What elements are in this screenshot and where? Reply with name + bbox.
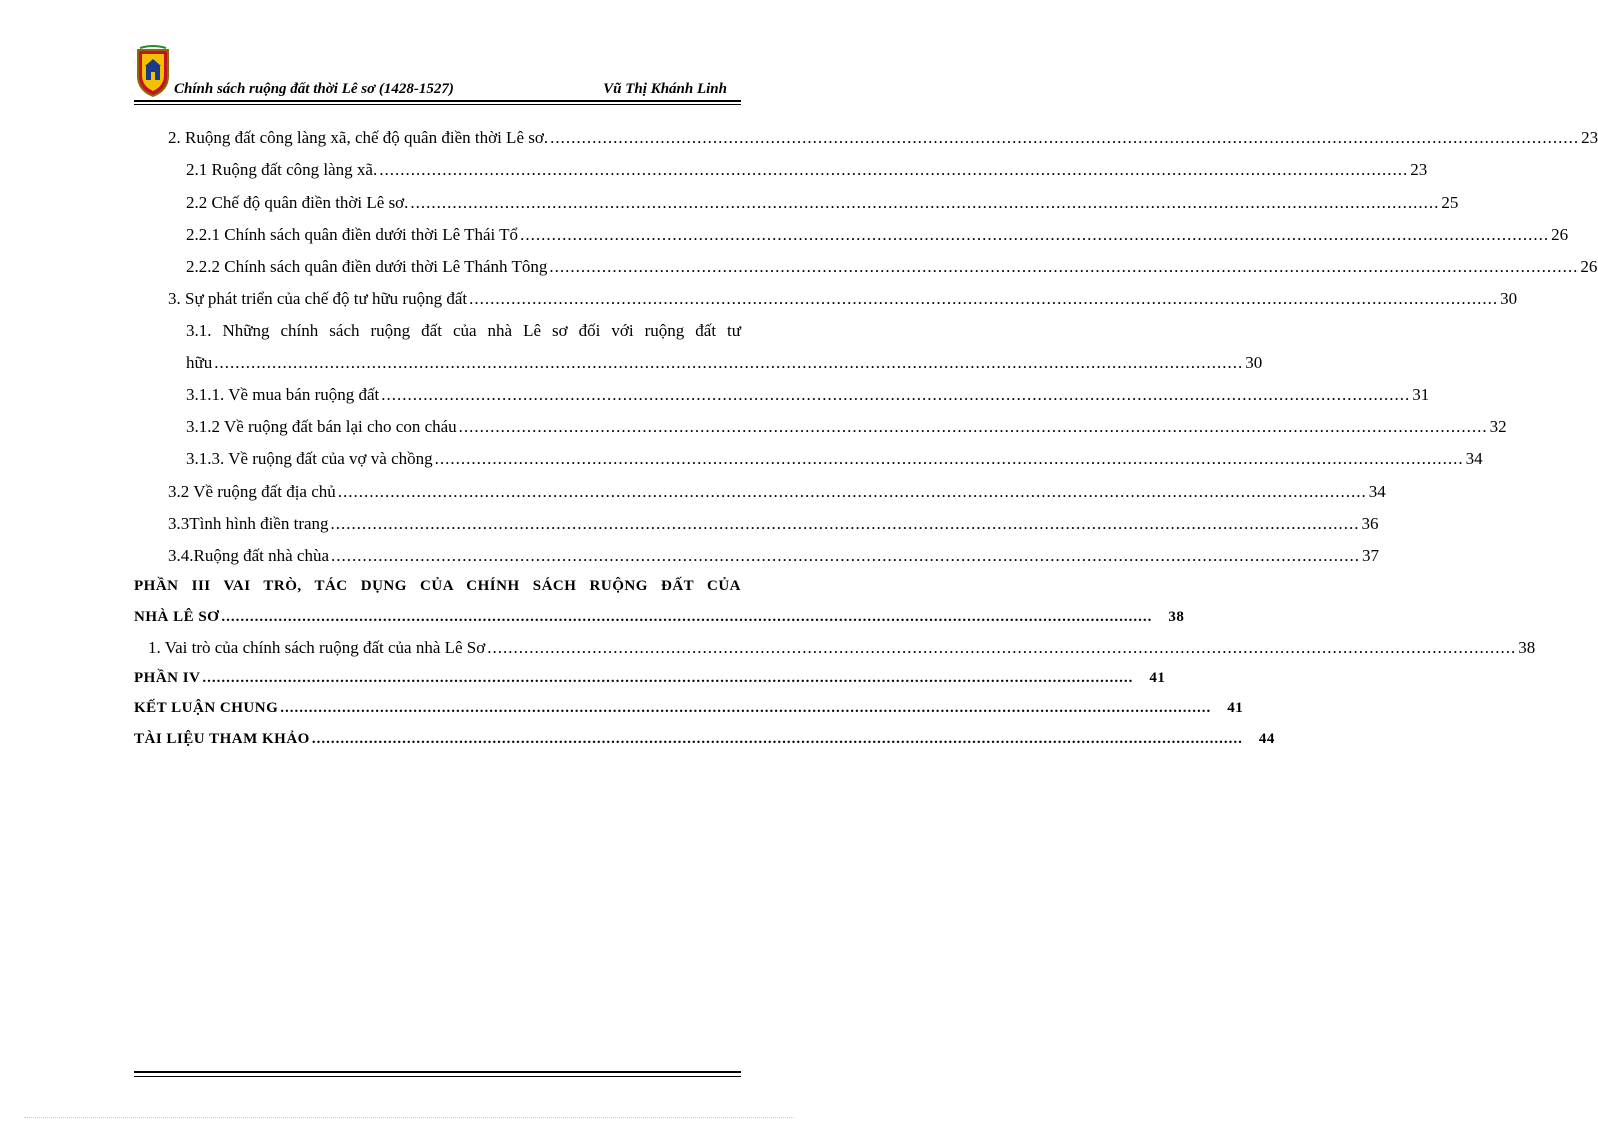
university-logo-icon — [134, 46, 172, 98]
toc-entry[interactable]: KẾT LUẬN CHUNG .................................................................................................................................................................................................... 41 — [134, 700, 1244, 716]
toc-entry[interactable]: 3.1.1. Về mua bán ruộng đất .................................................................................................................................................................................................... 31 — [186, 385, 1430, 404]
toc-entry[interactable]: 3.1.2 Về ruộng đất bán lại cho con cháu .................................................................................................................................................................................................... 32 — [186, 417, 1507, 436]
toc-entry[interactable]: 3.3Tình hình điền trang .................................................................................................................................................................................................... 36 — [168, 514, 1379, 533]
footer-divider — [134, 1071, 741, 1073]
toc-entry[interactable]: PHẦN IV .................................................................................................................................................................................................... 41 — [134, 670, 1166, 686]
header-author: Vũ Thị Khánh Linh — [603, 81, 727, 97]
header-title: Chính sách ruộng đất thời Lê sơ (1428-1527) — [174, 81, 454, 97]
toc-entry[interactable]: 1. Vai trò của chính sách ruộng đất của nhà Lê Sơ .................................................................................................................................................................................................... 38 — [148, 638, 1536, 657]
footer-divider-thin — [134, 1076, 741, 1077]
toc-entry-line1[interactable]: 3.1. Những chính sách ruộng đất của nhà Lê sơ đối với ruộng đất tư — [186, 321, 741, 340]
page-header — [134, 40, 741, 104]
toc-entry[interactable]: 2.2 Chế độ quân điền thời Lê sơ. .................................................................................................................................................................................................... 25 — [186, 193, 1459, 212]
toc-entry[interactable]: NHÀ LÊ SƠ .................................................................................................................................................................................................... 38 — [134, 609, 1185, 625]
toc-entry[interactable]: 2.2.2 Chính sách quân điền dưới thời Lê Thánh Tông .................................................................................................................................................................................................... 26 — [186, 257, 1598, 276]
header-divider-thin — [134, 104, 741, 105]
toc-entry[interactable]: 2.2.1 Chính sách quân điền dưới thời Lê Thái Tổ .................................................................................................................................................................................................... 26 — [186, 225, 1569, 244]
toc-entry-line1[interactable]: PHẦN III VAI TRÒ, TÁC DỤNG CỦA CHÍNH SÁCH RUỘNG ĐẤT CỦA — [134, 578, 741, 594]
toc-entry[interactable]: hữu .................................................................................................................................................................................................... 30 — [186, 353, 1263, 372]
toc-entry[interactable]: 2.1 Ruộng đất công làng xã. .................................................................................................................................................................................................... 23 — [186, 160, 1428, 179]
toc-entry[interactable]: 3. Sự phát triển của chế độ tư hữu ruộng đất .................................................................................................................................................................................................... 30 — [168, 289, 1518, 308]
toc-entry[interactable]: 3.4.Ruộng đất nhà chùa .................................................................................................................................................................................................... 37 — [168, 546, 1379, 565]
toc-entry[interactable]: 3.2 Về ruộng đất địa chủ .................................................................................................................................................................................................... 34 — [168, 482, 1386, 501]
header-divider — [134, 100, 741, 102]
toc-entry[interactable]: TÀI LIỆU THAM KHẢO .................................................................................................................................................................................................... 44 — [134, 731, 1275, 747]
page-bottom-edge — [24, 1117, 794, 1118]
toc-entry[interactable]: 2. Ruộng đất công làng xã, chế độ quân điền thời Lê sơ. .................................................................................................................................................................................................... 23 — [168, 128, 1598, 147]
toc-entry[interactable]: 3.1.3. Về ruộng đất của vợ và chồng .................................................................................................................................................................................................... 34 — [186, 449, 1483, 468]
